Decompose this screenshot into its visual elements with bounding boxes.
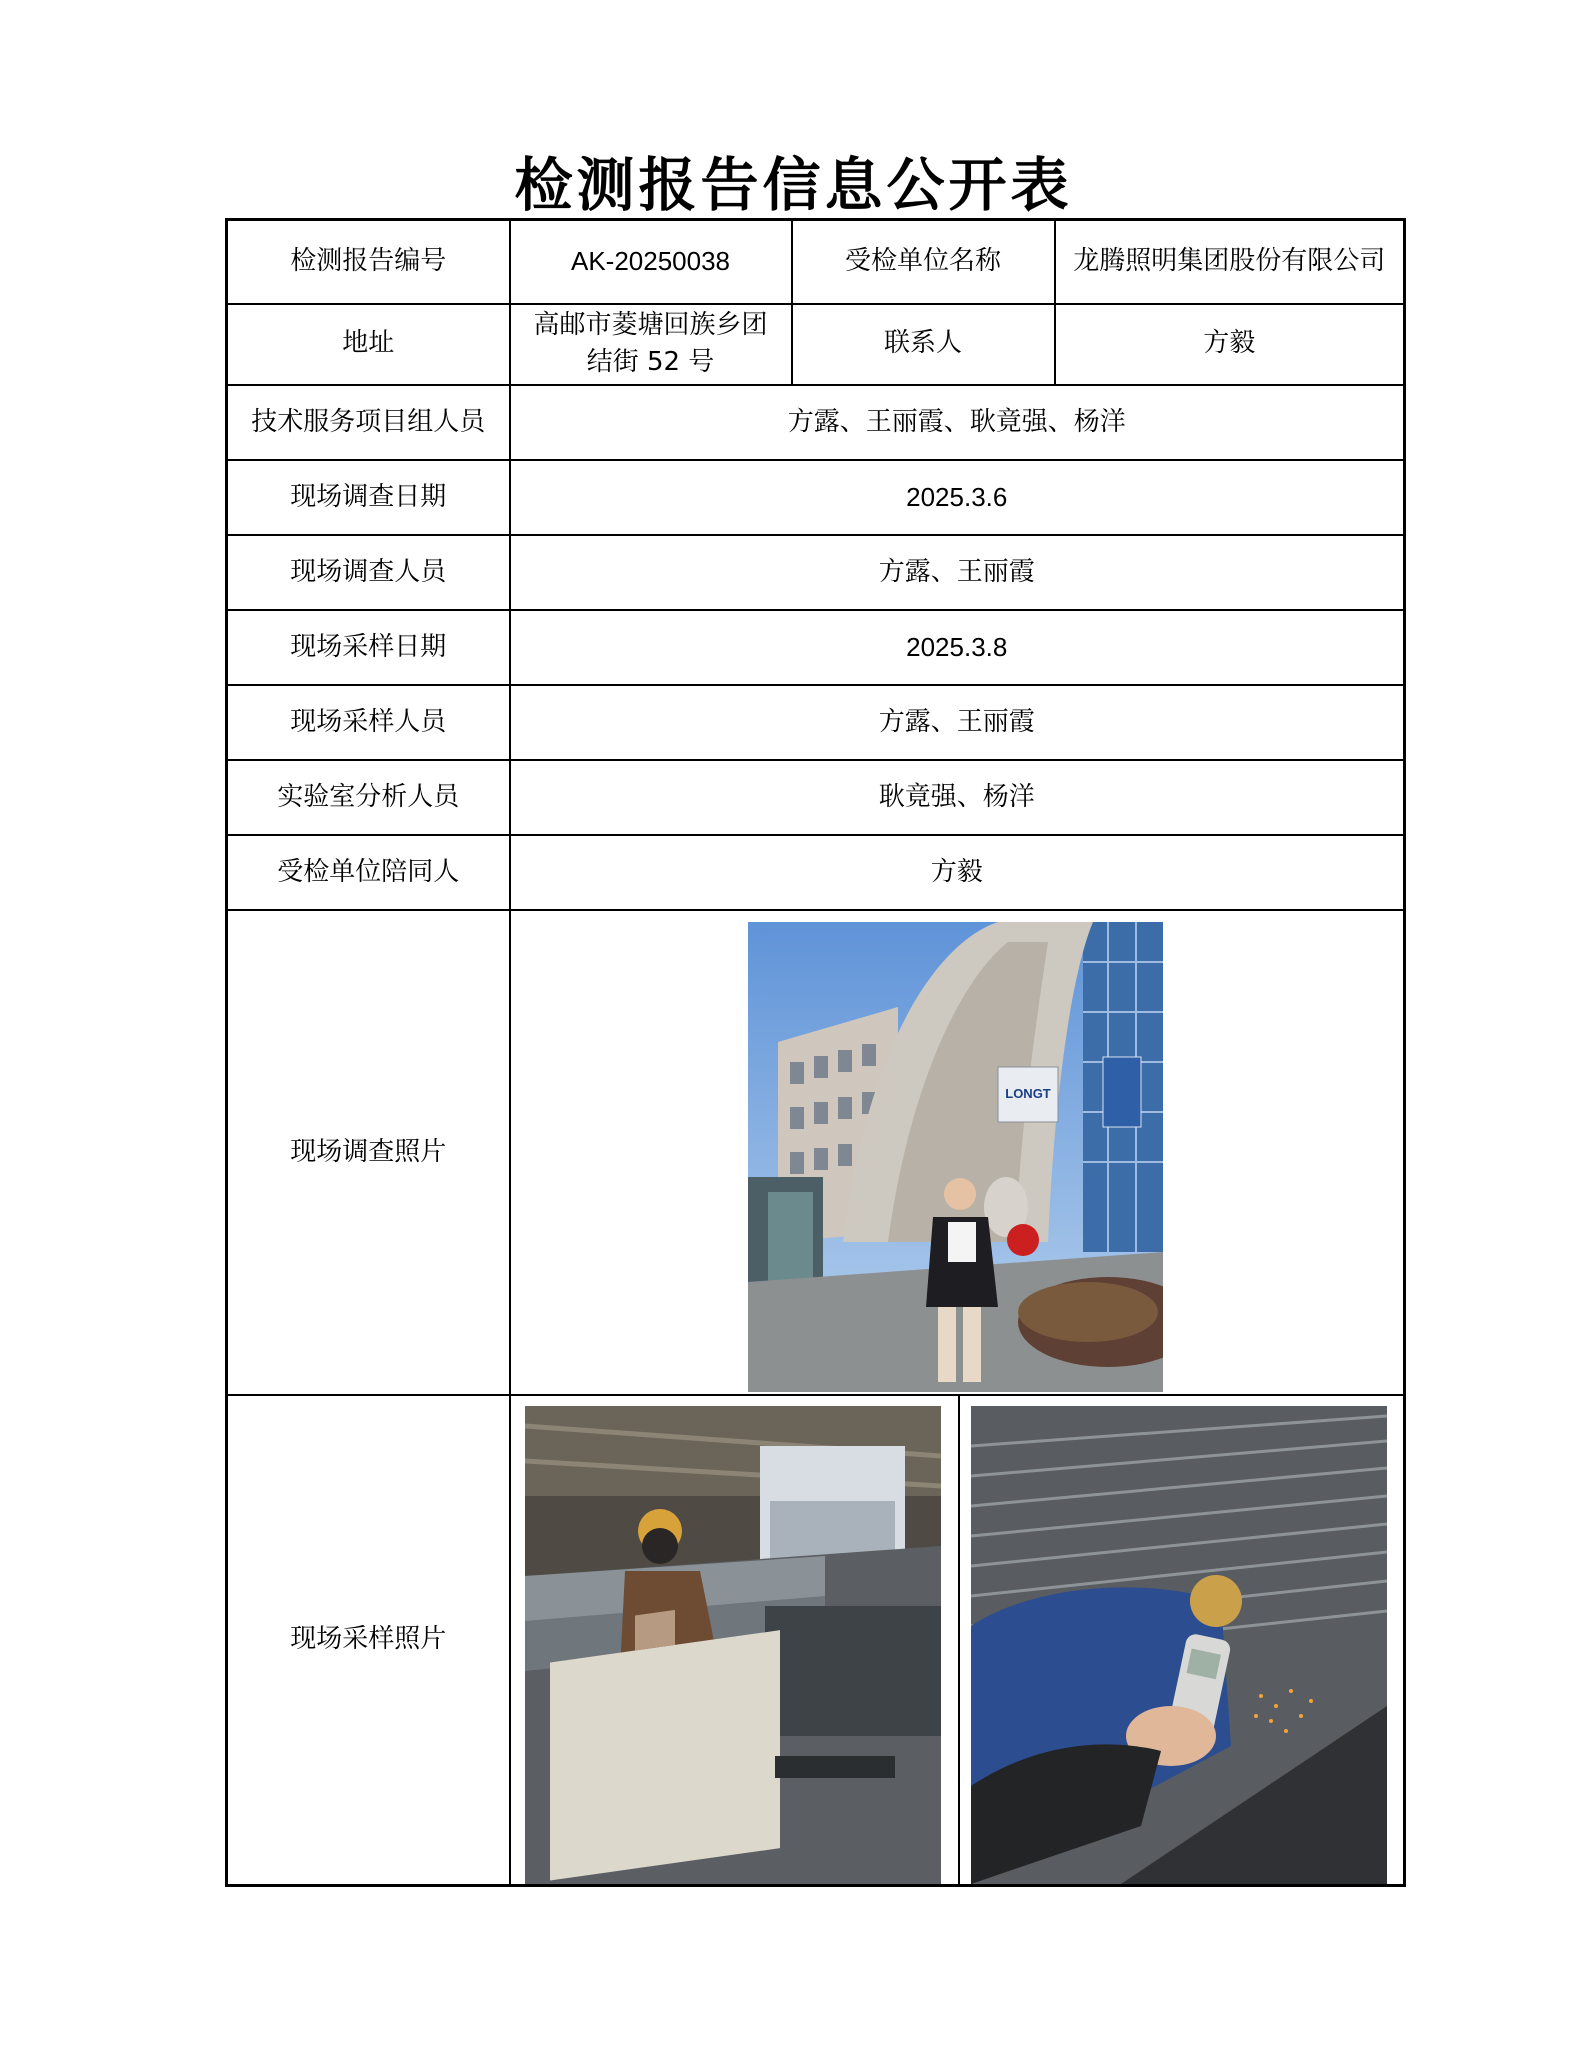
sampling-photo-1-image (525, 1406, 941, 1884)
lab-staff-label: 实验室分析人员 (227, 760, 510, 835)
contact-value: 方毅 (1055, 304, 1405, 385)
address-value: 高邮市菱塘回族乡团结街 52 号 (510, 304, 792, 385)
table-row (227, 610, 1405, 685)
photo-divider (958, 1396, 960, 1885)
contact-label: 联系人 (792, 304, 1055, 385)
unit-value: 龙腾照明集团股份有限公司 (1055, 220, 1405, 304)
unit-label: 受检单位名称 (792, 220, 1055, 304)
survey-staff-value: 方露、王丽霞 (510, 535, 1405, 610)
report-table (225, 218, 1406, 1887)
page-title: 检测报告信息公开表 (514, 151, 1073, 219)
survey-photo-label: 现场调查照片 (227, 910, 510, 1395)
sampling-photo-cell (510, 1395, 1405, 1886)
sampling-date-label: 现场采样日期 (227, 610, 510, 685)
sampling-photo-label: 现场采样照片 (227, 1395, 510, 1886)
table-row (227, 760, 1405, 835)
lab-staff-value: 耿竟强、杨洋 (510, 760, 1405, 835)
sampling-photo-2 (971, 1406, 1387, 1884)
team-value: 方露、王丽霞、耿竟强、杨洋 (510, 385, 1405, 460)
survey-staff-label: 现场调查人员 (227, 535, 510, 610)
survey-date-label: 现场调查日期 (227, 460, 510, 535)
report-no-label: 检测报告编号 (227, 220, 510, 304)
table-row (227, 385, 1405, 460)
report-no-value: AK-20250038 (510, 220, 792, 304)
table-row (227, 304, 1405, 385)
table-row (227, 685, 1405, 760)
escort-label: 受检单位陪同人 (227, 835, 510, 910)
survey-photo-image (748, 922, 1163, 1392)
sampling-staff-label: 现场采样人员 (227, 685, 510, 760)
sampling-photo-2-image (971, 1406, 1387, 1884)
table-row (227, 535, 1405, 610)
table-row (227, 460, 1405, 535)
sampling-photo-1 (525, 1406, 941, 1884)
address-label: 地址 (227, 304, 510, 385)
table-row (227, 1395, 1405, 1886)
survey-date-value: 2025.3.6 (510, 460, 1405, 535)
logo-text: LONGT (1004, 1085, 1051, 1101)
sampling-date-value: 2025.3.8 (510, 610, 1405, 685)
survey-photo-cell (510, 910, 1405, 1395)
table-row (227, 910, 1405, 1395)
team-label: 技术服务项目组人员 (227, 385, 510, 460)
table-row (227, 835, 1405, 910)
survey-photo (748, 922, 1163, 1392)
table-row (227, 220, 1405, 304)
escort-value: 方毅 (510, 835, 1405, 910)
sampling-staff-value: 方露、王丽霞 (510, 685, 1405, 760)
